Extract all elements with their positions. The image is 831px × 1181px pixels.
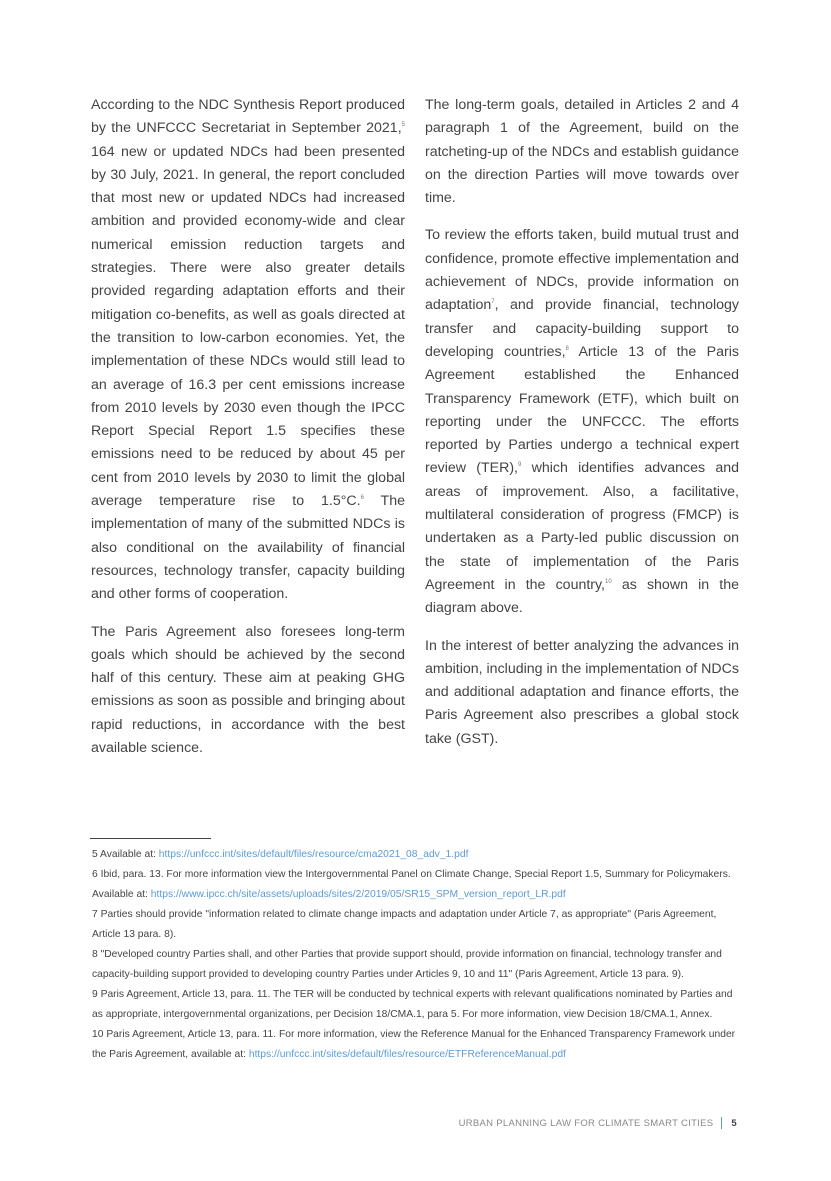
footnote-5: 5 Available at: https://unfccc.int/sites/default/files/resource/cma2021_08_adv_1.pdf — [92, 849, 469, 860]
footnote-ref[interactable]: 8 — [565, 345, 569, 352]
footnote-link[interactable]: https://unfccc.int/sites/default/files/resource/ETFReferenceManual.pdf — [248, 1049, 566, 1060]
page-footer — [459, 1117, 737, 1129]
footnote-ref[interactable]: 7 — [491, 299, 495, 306]
right-column — [425, 94, 739, 765]
footnote-6: 6 Ibid, para. 13. For more information view the Intergovernmental Panel on Climate Change, Special Report 1.5, Summary for Policymakers. Available at: https://www.ipcc.ch/site/assets/uploads/sites/2/2019/05/SR15_SPM_version_report_LR.pdf — [92, 869, 731, 900]
footnote-ref[interactable]: 5 — [401, 122, 405, 129]
footnote-7: 7 Parties should provide "information related to climate change impacts and adaptation under Article 7, as appropriate" (Paris Agreement, Article 13 para. 8). — [92, 909, 717, 940]
footnote-link[interactable]: https://unfccc.int/sites/default/files/resource/cma2021_08_adv_1.pdf — [158, 849, 469, 860]
paragraph: The long-term goals, detailed in Articles 2 and 4 paragraph 1 of the Agreement, build on the ratcheting-up of the NDCs and establish guidance on the direction Parties will move towards over time. — [425, 97, 739, 207]
left-column — [91, 94, 405, 774]
paragraph: In the interest of better analyzing the advances in ambition, including in the implementation of NDCs and additional adaptation and finance efforts, the Paris Agreement also prescribes a global stock take (GST). — [425, 637, 739, 747]
footnote-ref[interactable]: 10 — [605, 578, 612, 585]
paragraph: The Paris Agreement also foresees long-term goals which should be achieved by the second half of this century. These aim at peaking GHG emissions as soon as possible and bringing about rapid reductions, in accordance with the best available science. — [91, 623, 405, 757]
footnote-10: 10 Paris Agreement, Article 13, para. 11. For more information, view the Reference Manual for the Enhanced Transparency Framework under the Paris Agreement, available at: https://unfccc.int/sites/default/files/resource/ETFReferenceManual.pdf — [92, 1029, 736, 1060]
paragraph: To review the efforts taken, build mutual trust and confidence, promote effective implementation and achievement of NDCs, provide information on adaptation$^7$, and provide financial, technology transfer and capacity-building support to developing countries,$^8$ Article 13 of the Paris Agreement established the Enhanced Transparency Framework (ETF), which built on reporting under the UNFCCC. The efforts reported by Parties undergo a technical expert review (TER),$^9$ which identifies advances and areas of improvement. Also, a facilitative, multilateral consideration of progress (FMCP) is undertaken as a Party-led public discussion on the state of implementation of the Paris Agreement in the country,$^{10}$ as shown in the diagram above. — [425, 227, 740, 617]
footer-separator — [721, 1117, 722, 1129]
footnote-ref[interactable]: 9 — [518, 462, 522, 469]
footnote-ref[interactable]: 6 — [360, 495, 364, 502]
footnote-8: 8 "Developed country Parties shall, and other Parties that provide support should, provide information on financial, technology transfer and capacity-building support provided to developing country Parties under Articles 9, 10 and 11" (Paris Agreement, Article 13 para. 9). — [92, 949, 722, 980]
footnote-divider — [90, 838, 211, 839]
page-number: 5 — [731, 1117, 737, 1129]
footnotes — [92, 845, 742, 1065]
footnote-link[interactable]: https://www.ipcc.ch/site/assets/uploads/sites/2/2019/05/SR15_SPM_version_report_LR.pdf — [150, 889, 566, 900]
footnote-9: 9 Paris Agreement, Article 13, para. 11. The TER will be conducted by technical experts with relevant qualifications nominated by Parties and as appropriate, intergovernmental organizations, per Decision 18/CMA.1, para 5. For more information, view Decision 18/CMA.1, Annex. — [92, 989, 733, 1020]
footer-title: URBAN PLANNING LAW FOR CLIMATE SMART CITIES — [458, 1117, 714, 1129]
paragraph: According to the NDC Synthesis Report produced by the UNFCCC Secretariat in September 2021,$^5$ 164 new or updated NDCs had been presented by 30 July, 2021. In general, the report concluded that most new or updated NDCs had increased ambition and provided economy-wide and clear numerical emission reduction targets and strategies. There were also greater details provided regarding adaptation efforts and their mitigation co-benefits, as well as goals directed at the transition to low-carbon economies. Yet, the implementation of these NDCs would still lead to an average of 16.3 per cent emissions increase from 2010 levels by 2030 even though the IPCC Report Special Report 1.5 specifies these emissions need to be reduced by about 45 per cent from 2010 levels by 2030 to limit the global average temperature rise to 1.5°C.$^6$ The implementation of many of the submitted NDCs is also conditional on the availability of financial resources, technology transfer, capacity building and other forms of cooperation. — [91, 97, 405, 603]
